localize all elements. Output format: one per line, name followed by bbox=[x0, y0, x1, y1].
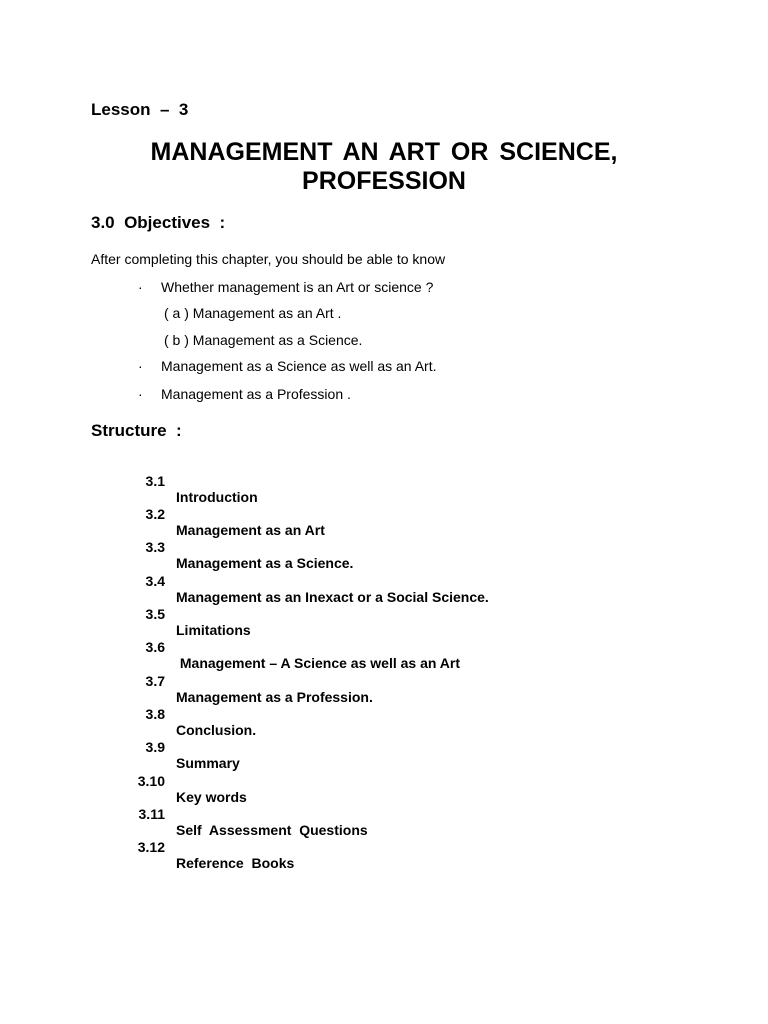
objective-item: Whether management is an Art or science ? bbox=[161, 279, 434, 295]
structure-item-text: Management as an Art bbox=[176, 522, 325, 538]
structure-item-number: 3.10 bbox=[137, 773, 165, 789]
structure-item-text: Management as a Science. bbox=[176, 555, 354, 571]
structure-item-number: 3.7 bbox=[145, 673, 165, 689]
structure-item-number: 3.4 bbox=[145, 573, 165, 589]
structure-item-text: Introduction bbox=[176, 489, 258, 505]
bullet-marker: · bbox=[138, 358, 143, 374]
objective-subitem: ( a ) Management as an Art . bbox=[164, 305, 342, 321]
structure-item-number: 3.11 bbox=[138, 806, 165, 822]
structure-item-number: 3.6 bbox=[145, 639, 165, 655]
bullet-marker: · bbox=[138, 386, 143, 402]
structure-item-text: Summary bbox=[176, 755, 240, 771]
objective-subitem: ( b ) Management as a Science. bbox=[164, 332, 363, 348]
structure-item-text: Reference Books bbox=[176, 855, 295, 871]
objectives-intro: After completing this chapter, you should be able to know bbox=[91, 251, 446, 267]
structure-heading: Structure : bbox=[91, 421, 182, 440]
structure-item-number: 3.12 bbox=[137, 839, 165, 855]
structure-item-number: 3.2 bbox=[145, 506, 165, 522]
structure-item-number: 3.3 bbox=[145, 539, 165, 555]
structure-item-number: 3.9 bbox=[145, 739, 165, 755]
objective-item: Management as a Science as well as an Art. bbox=[161, 358, 437, 374]
structure-item-text: Management – A Science as well as an Art bbox=[176, 655, 460, 671]
structure-item-text: Management as an Inexact or a Social Science. bbox=[176, 589, 489, 605]
bullet-marker: · bbox=[138, 279, 143, 295]
structure-item-number: 3.1 bbox=[145, 473, 165, 489]
structure-item-text: Limitations bbox=[176, 622, 251, 638]
structure-item-number: 3.5 bbox=[145, 606, 165, 622]
structure-item-text: Self Assessment Questions bbox=[176, 822, 368, 838]
structure-item-text: Key words bbox=[176, 789, 247, 805]
lesson-label: Lesson – 3 bbox=[91, 100, 189, 119]
objective-item: Management as a Profession . bbox=[161, 386, 351, 402]
structure-item-number: 3.8 bbox=[145, 706, 165, 722]
objectives-heading: 3.0 Objectives : bbox=[91, 213, 226, 232]
page-title-line-1: MANAGEMENT AN ART OR SCIENCE, bbox=[150, 138, 618, 166]
page-title-line-2: PROFESSION bbox=[302, 167, 466, 195]
structure-item-text: Conclusion. bbox=[176, 722, 257, 738]
structure-item-text: Management as a Profession. bbox=[176, 689, 373, 705]
